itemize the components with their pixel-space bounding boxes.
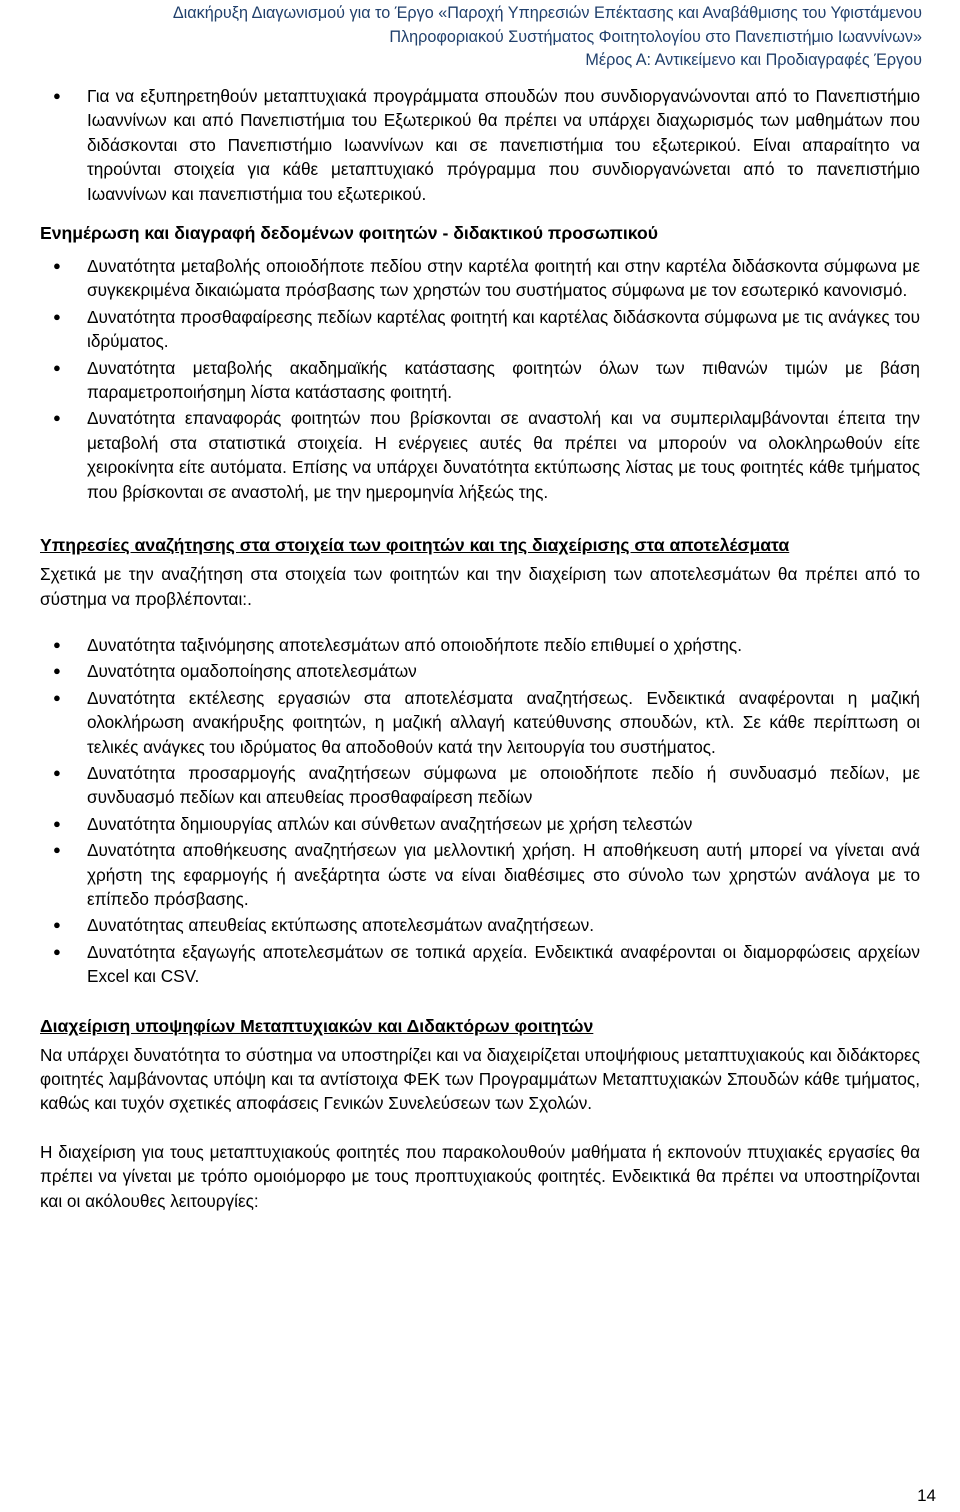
list-item bbox=[40, 84, 920, 206]
bullet-icon: ● bbox=[53, 917, 61, 933]
list-item-text: Δυνατότητα μεταβολής οποιοδήποτε πεδίου στην καρτέλα φοιτητή και στην καρτέλα διδάσκοντα σύμφωνα με συγκεκριμένα δικαιώματα πρόσβασης των χρηστών του συστήματος σύμφωνα με τον εσωτερικό κανονισμό. bbox=[87, 256, 920, 301]
section-title-candidates: Διαχείριση υποψηφίων Μεταπτυχιακών και Διδακτόρων φοιτητών bbox=[40, 1015, 594, 1036]
list-item-text: Δυνατότητα μεταβολής ακαδημαϊκής κατάστασης φοιτητών όλων των πιθανών τιμών με βάση παραμετροποιήσημη λίστα κατάστασης φοιτητή. bbox=[87, 357, 920, 403]
list-item bbox=[40, 913, 920, 937]
section3-paragraph-1: Να υπάρχει δυνατότητα το σύστημα να υποστηρίζει και να διαχειρίζεται υποψήφιους μεταπτυχιακούς και διδάκτορες φοιτητές λαμβάνοντας υπόψη και τα αντίστοιχα ΦΕΚ των Προγραμμάτων Μεταπτυχιακών Σπουδών κάθε τμήματος, καθώς και τυχόν σχετικές αποφάσεις Γενικών Συνελεύσεων των Σχολών. bbox=[40, 1044, 920, 1114]
bullet-icon: ● bbox=[53, 359, 61, 375]
bullet-icon: ● bbox=[53, 663, 61, 679]
bullet-icon: ● bbox=[53, 308, 61, 324]
list-item bbox=[40, 633, 920, 657]
list-item-text: Δυνατότητα επαναφοράς φοιτητών που βρίσκονται σε αναστολή και να συμπεριλαμβάνονται έπειτα την μεταβολή στα στατιστικά στοιχεία. Η ενέργειες αυτές θα πρέπει να μπορούν να ολοκληρωθούν είτε χειροκίνητα είτε αυτόματα. Επίσης να υπάρχει δυνατότητα εκτύπωσης λίστας με τους φοιτητές κάθε τμήματος που βρίσκονται σε αναστολή, με την ημερομηνία λήξεώς της. bbox=[87, 408, 920, 502]
bullet-icon: ● bbox=[53, 636, 61, 652]
list-item bbox=[40, 686, 920, 759]
list-item-text: Δυνατότητα προσθαφαίρεσης πεδίων καρτέλας φοιτητή και καρτέλας διδάσκοντα σύμφωνα με τις ανάγκες του ιδρύματος. bbox=[87, 306, 920, 352]
section2-list bbox=[40, 633, 920, 989]
section2-intro: Σχετικά με την αναζήτηση στα στοιχεία των φοιτητών και την διαχείριση των αποτελεσμάτων θα πρέπει από το σύστημα να προβλέπονται:. bbox=[40, 564, 920, 609]
bullet-icon: ● bbox=[53, 764, 61, 780]
list-item bbox=[40, 940, 920, 989]
section-title-update-delete: Ενημέρωση και διαγραφή δεδομένων φοιτητών - διδακτικού προσωπικού bbox=[40, 223, 658, 244]
list-item-text: Δυνατότητας απευθείας εκτύπωσης αποτελεσμάτων αναζητήσεων. bbox=[87, 915, 595, 936]
list-item bbox=[40, 838, 920, 911]
list-item bbox=[40, 659, 920, 683]
list-item bbox=[40, 356, 920, 405]
section-title-search-services: Υπηρεσίες αναζήτησης στα στοιχεία των φοιτητών και της διαχείρισης στα αποτελέσματα bbox=[40, 535, 790, 556]
bullet-icon: ● bbox=[53, 258, 61, 274]
bullet-icon: ● bbox=[53, 842, 61, 858]
list-item bbox=[40, 254, 920, 303]
list-item-text: Δυνατότητα προσαρμογής αναζητήσεων σύμφωνα με οποιοδήποτε πεδίο ή συνδυασμό πεδίων, με συνδυασμό πεδίων και απευθείας προσθαφαίρεση πεδίων bbox=[87, 762, 920, 808]
header-line-2: Πληροφοριακού Συστήματος Φοιτητολογίου στο Πανεπιστήμιο Ιωαννίνων» bbox=[389, 27, 922, 46]
list-item bbox=[40, 305, 920, 354]
bullet-icon: ● bbox=[53, 943, 61, 959]
header-line-3: Μέρος Α: Αντικείμενο και Προδιαγραφές Έργου bbox=[585, 51, 922, 69]
list-item bbox=[40, 761, 920, 810]
document-body bbox=[40, 84, 920, 1213]
list-item-text: Δυνατότητα αποθήκευσης αναζητήσεων για μελλοντική χρήση. Η αποθήκευση αυτή μπορεί να γίνεται ανά χρήστη της εφαρμογής ή ανεξάρτητα ώστε να είναι διαθέσιμες στο σύνολο των χρηστών ανάλογα με το επίπεδο πρόσβασης. bbox=[87, 840, 920, 909]
list-item-text: Δυνατότητα ομαδοποίησης αποτελεσμάτων bbox=[87, 661, 417, 682]
list-item-text: Δυνατότητα εκτέλεσης εργασιών στα αποτελέσματα αναζητήσεως. Ενδεικτικά αναφέρονται η μαζική ολοκλήρωση ανακήρυξης φοιτητών, η μαζική αλλαγή κατεύθυνσης σπουδών, κτλ. Σε κάθε περίπτωση οι τελικές ανάγκες του ιδρύματος θα αποδοθούν κατά την λειτουργία του συστήματος. bbox=[87, 687, 920, 757]
list-item-text: Δυνατότητα ταξινόμησης αποτελεσμάτων από οποιοδήποτε πεδίο επιθυμεί ο χρήστης. bbox=[87, 634, 742, 655]
page-number: 14 bbox=[917, 1486, 936, 1505]
list-item-text: Δυνατότητα εξαγωγής αποτελεσμάτων σε τοπικά αρχεία. Ενδεικτικά αναφέρονται οι διαμορφώσεις αρχείων Excel και CSV. bbox=[87, 941, 920, 987]
page-header bbox=[22, 2, 922, 73]
bullet-icon: ● bbox=[53, 88, 61, 103]
bullet-icon: ● bbox=[53, 689, 61, 705]
section3-paragraph-2: Η διαχείριση για τους μεταπτυχιακούς φοιτητές που παρακολουθούν μαθήματα ή εκπονούν πτυχιακές εργασίες θα πρέπει να γίνεται με τρόπο ομοιόμορφο με τους προπτυχιακούς φοιτητές. Ενδεικτικά θα πρέπει να υποστηρίζονται και οι ακόλουθες λειτουργίες: bbox=[40, 1141, 920, 1211]
list-item-text: Δυνατότητα δημιουργίας απλών και σύνθετων αναζητήσεων με χρήση τελεστών bbox=[87, 813, 693, 834]
header-line-1: Διακήρυξη Διαγωνισμού για το Έργο «Παροχή Υπηρεσιών Επέκτασης και Αναβάθμισης του Υφιστάμενου bbox=[172, 4, 922, 22]
intro-list bbox=[40, 84, 920, 206]
bullet-icon: ● bbox=[53, 815, 61, 831]
list-item bbox=[40, 406, 920, 504]
list-item-text: Για να εξυπηρετηθούν μεταπτυχιακά προγράμματα σπουδών που συνδιοργανώνονται από το Πανεπιστήμιο Ιωαννίνων και από Πανεπιστήμια του Εξωτερικού θα πρέπει να υπάρχει διαχωρισμός των μαθημάτων που διδάσκονται στο Πανεπιστήμιο Ιωαννίνων και σε πανεπιστήμια του εξωτερικού. Είναι απαραίτητο να τηρούνται στοιχεία για κάθε μεταπτυχιακό πρόγραμμα που συνδιοργανώνεται από το πανεπιστήμιο Ιωαννίνων και πανεπιστήμια του εξωτερικού. bbox=[87, 86, 920, 204]
list-item bbox=[40, 812, 920, 836]
bullet-icon: ● bbox=[53, 410, 61, 426]
section1-list bbox=[40, 254, 920, 504]
